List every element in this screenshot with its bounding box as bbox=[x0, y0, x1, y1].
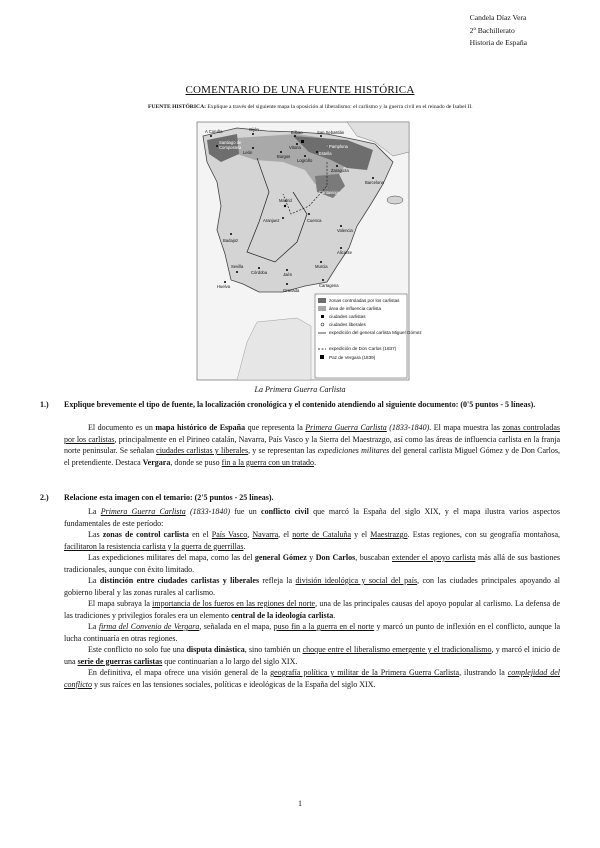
svg-text:Badajoz: Badajoz bbox=[223, 238, 239, 243]
paragraph-1: El documento es un mapa histórico de España que representa la Primera Guerra Carlista (1833-1840). El mapa muestra las zonas controladas por los carlistas, principalmente en el Pirineo catalán, Navarra, País Vasco y la Sierra del Maestrazgo, así como las áreas de influencia carlista en la franja norte peninsular. Se señalan ciudades carlistas y liberales, y se representan las expediciones militares del general carlista Miguel Gómez y de Don Carlos, el pretendiente. Destaca Vergara, donde se puso fin a la guerra con un tratado. bbox=[64, 423, 561, 467]
svg-text:Estella: Estella bbox=[319, 151, 332, 156]
legend-item-vergara: Paz de Vergara (1839) bbox=[329, 355, 376, 360]
legend-item-gomez: expedición del general carlista Miguel Gómez bbox=[329, 330, 422, 335]
paragraph-4: Las expediciones militares del mapa, como las del general Gómez y Don Carlos, buscaban extender el apoyo carlista más allá de sus bastiones tradicionales, aunque con éxito limitado. bbox=[64, 553, 561, 574]
paragraph-6: El mapa subraya la importancia de los fueros en las regiones del norte, una de las principales causas del apoyo popular al carlismo. La defensa de las tradiciones y privilegios forales era un elemento central de la ideología carlista. bbox=[64, 599, 561, 620]
legend-item-carlist-cities: ciudades carlistas bbox=[329, 314, 366, 319]
svg-text:Bilbao: Bilbao bbox=[291, 130, 303, 135]
svg-text:Jaén: Jaén bbox=[283, 272, 293, 277]
svg-text:Vitoria: Vitoria bbox=[289, 145, 301, 150]
paragraph-3: Las zonas de control carlista en el País Vasco, Navarra, el norte de Cataluña y el Maestrazgo. Estas regiones, con su geografía montañosa, facilitaron la resistencia carlista y la guerra de guerrillas. bbox=[64, 530, 561, 551]
question-1-number: 1.) bbox=[40, 400, 49, 409]
svg-text:Alicante: Alicante bbox=[337, 250, 352, 255]
paragraph-5: La distinción entre ciudades carlistas y liberales refleja la división ideológica y social del país, con las ciudades principales apoyando al gobierno liberal y las zonas rurales al carlismo. bbox=[64, 576, 561, 597]
svg-text:Gijón: Gijón bbox=[249, 127, 259, 132]
question-2-number: 2.) bbox=[40, 493, 49, 502]
source-text: Explique a través del siguiente mapa la oposición al liberalismo: el carlismo y la guerra civil en el reinado de Isabel II. bbox=[207, 104, 473, 110]
svg-text:Murcia: Murcia bbox=[315, 264, 328, 269]
svg-text:Madrid: Madrid bbox=[279, 198, 292, 203]
svg-text:Logroño: Logroño bbox=[297, 158, 313, 163]
svg-text:Zaragoza: Zaragoza bbox=[331, 168, 349, 173]
page-title: COMENTARIO DE UNA FUENTE HISTÓRICA bbox=[185, 84, 415, 96]
svg-text:Valencia: Valencia bbox=[337, 228, 353, 233]
historical-map bbox=[197, 122, 422, 380]
legend-item-liberal-cities: ciudades liberales bbox=[329, 322, 366, 327]
svg-text:Santiago de: Santiago de bbox=[219, 140, 242, 145]
course-name: 2º Bachillerato bbox=[469, 25, 515, 35]
svg-text:Córdoba: Córdoba bbox=[251, 270, 268, 275]
svg-text:Cuenca: Cuenca bbox=[307, 218, 322, 223]
legend-item-don-carlos: expedición de Don Carlos (1837) bbox=[329, 346, 397, 351]
subject-name: Historia de España bbox=[469, 38, 527, 48]
map-caption: La Primera Guerra Carlista bbox=[254, 385, 346, 394]
question-2 bbox=[40, 492, 560, 503]
svg-text:Huelva: Huelva bbox=[217, 284, 231, 289]
svg-text:Compostela: Compostela bbox=[219, 145, 242, 150]
svg-text:San Sebastián: San Sebastián bbox=[317, 130, 345, 135]
answer-1 bbox=[40, 422, 560, 468]
paragraph-7: La firma del Convenio de Vergara, señalada en el mapa, puso fin a la guerra en el norte y marcó un punto de inflexión en el conflicto, aunque la lucha continuaría en otras regiones. bbox=[64, 622, 561, 643]
svg-text:León: León bbox=[243, 150, 253, 155]
svg-text:Granada: Granada bbox=[283, 288, 300, 293]
svg-text:Burgos: Burgos bbox=[277, 154, 291, 159]
paragraph-8: Este conflicto no solo fue una disputa dinástica, sino también un choque entre el liberalismo emergente y el tradicionalismo, y marcó el inicio de una serie de guerras carlistas que continuarían a lo largo del siglo XIX. bbox=[64, 645, 561, 666]
document-header bbox=[470, 12, 527, 50]
legend-item-influence: área de influencia carlista bbox=[329, 306, 382, 311]
author-name: Candela Díaz Vera bbox=[469, 13, 527, 22]
paragraph-9: En definitiva, el mapa ofrece una visión general de la geografía política y militar de la Primera Guerra Carlista, ilustrando la complejidad del conflicto y sus raíces en las tensiones sociales, políticas e ideológicas de la España del siglo XIX. bbox=[64, 668, 560, 689]
svg-text:Pamplona: Pamplona bbox=[329, 144, 348, 149]
legend-item-carlist-zones: zonas controladas por los carlistas bbox=[329, 298, 400, 303]
svg-text:Cantavieja: Cantavieja bbox=[319, 190, 339, 195]
question-1 bbox=[40, 399, 560, 410]
page-number: 1 bbox=[298, 799, 302, 808]
svg-text:Aranjuez: Aranjuez bbox=[263, 218, 280, 223]
source-statement bbox=[148, 104, 494, 111]
answer-2 bbox=[40, 506, 560, 690]
paragraph-2: La Primera Guerra Carlista (1833-1840) fue un conflicto civil que marcó la España del siglo XIX, y el mapa ilustra varios aspectos fundamentales de este período: bbox=[64, 507, 561, 528]
svg-text:Cartagena: Cartagena bbox=[319, 283, 339, 288]
source-label: FUENTE HISTÓRICA: bbox=[148, 104, 206, 110]
question-1-text: Explique brevemente el tipo de fuente, la localización cronológica y el contenido atendiendo al siguiente documento: (0'5 puntos - 5 líneas). bbox=[64, 400, 536, 409]
svg-text:Barcelona: Barcelona bbox=[365, 180, 384, 185]
svg-text:Sevilla: Sevilla bbox=[231, 264, 244, 269]
svg-text:A Coruña: A Coruña bbox=[205, 129, 223, 134]
question-2-text: Relacione esta imagen con el temario: (2'5 puntos - 25 líneas). bbox=[64, 493, 274, 502]
